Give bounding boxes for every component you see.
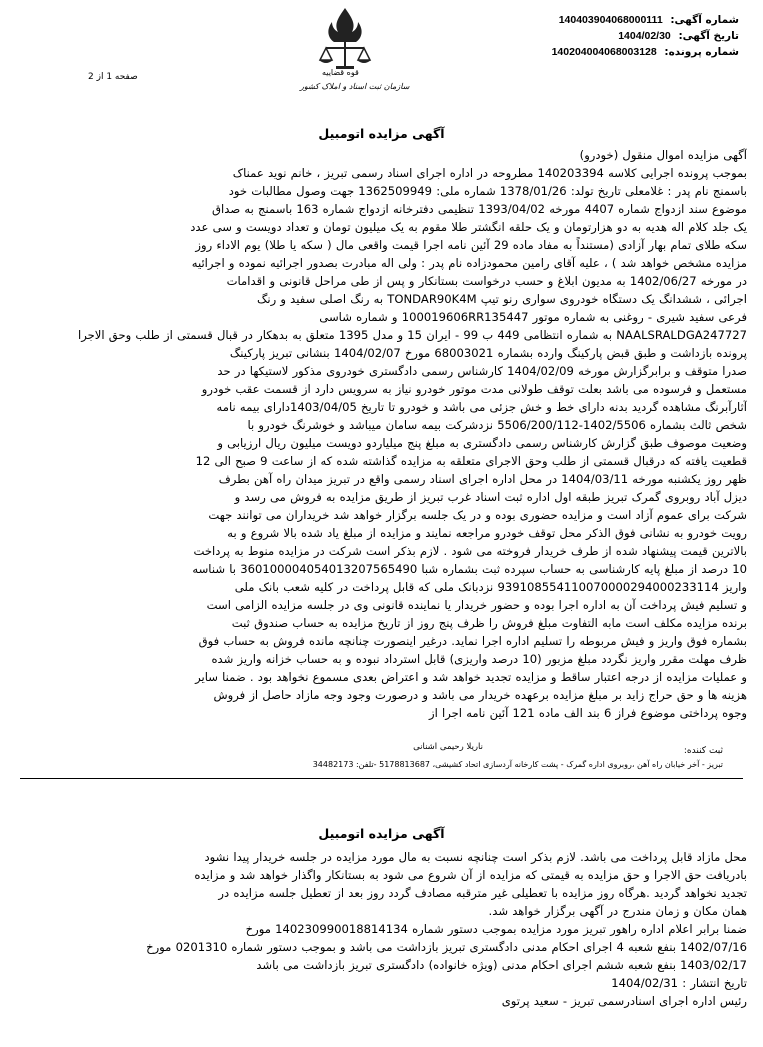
text-line: سکه طلای تمام بهار آزادی (مستنداً به مفاد ماده 29 آئین نامه اجرا قیمت واقعی مال ( سکه یا طلا) یوم الاداء روز (195, 238, 747, 252)
section2-title: آگهی مزایده اتومبیل (318, 826, 445, 841)
text-line: بشماره فوق واریز و فیش مربوطه را تسلیم اداره اجرا نماید. درغیر اینصورت چنانچه مانده فروش به حساب فوق (198, 634, 747, 648)
text-line: تاریخ انتشار : 1404/02/31 (611, 976, 747, 990)
section2-body (16, 848, 747, 1010)
text-line: موضوع سند ازدواج شماره 4407 مورخه 1393/04/02 تنظیمی دفترخانه ازدواج شماره 163 باسمنج به صداق (212, 202, 747, 216)
text-line: برنده مزایده مکلف است مابه التفاوت مبلغ فروش را ظرف پنج روز از تاریخ مزایده به حساب صندوق ثبت (231, 616, 747, 630)
text-line: هزینه ها و حق حراج زاید بر مبلغ مزایده برعهده خریدار می باشد و درصورت وجود وجه مازاد حاصل از فروش (213, 688, 747, 702)
text-line: 1402/07/16 بنفع شعبه 4 اجرای احکام مدنی دادگستری تبریز بازداشت می باشد و بموجب دستور شماره 0201310 مورخ (146, 940, 747, 954)
text-line: اجرائی ، ششدانگ یک دستگاه خودروی سواری رنو تیپ TONDAR90K4M به رنگ اصلی سفید و رنگ (256, 292, 747, 306)
ad-number: 140403904068000111 (558, 14, 663, 26)
text-line: دیزل آباد روبروی گمرک تبریز طبقه اول اداره ثبت اسناد غرب تبریز از طریق مزایده به فروش می رسد و (234, 490, 747, 504)
text-line: پرونده بازداشت و طبق قبض پارکینگ وارده بشماره 68003021 مورخ 1404/02/07 بنشانی تبریز پارکینگ (229, 346, 747, 360)
issuer-name: ناریلا رحیمی اشنانی (413, 742, 483, 752)
text-line: یک جلد کلام اله هدیه به دو هزارتومان و یک حلقه انگشتر طلا مقوم به یک میلیون تومان و تعداد دویست و سی عدد (190, 220, 747, 234)
text-line: ظرف مهلت مقرر واریز نگردد مبلغ مزبور (10 درصد واریزی) قابل استرداد نبوده و به حساب خزانه واریز شده (211, 652, 747, 666)
text-line: وجوه پرداختی موضوع فراز 6 بند الف ماده 121 آئین نامه اجرا از (429, 706, 747, 720)
text-line: NAALSRALDGA247727 به شماره انتظامی 449 ب 99 - ایران 15 و مدل 1395 متعلق به بدهکار در قبال قسمتی از طلب وحق الاجرا (77, 328, 747, 342)
text-line: وضعیت موصوف طبق گزارش کارشناس رسمی دادگستری به مبلغ پنج میلیاردو دویست میلیون ریال ارزیابی و (217, 436, 747, 450)
text-line: بادریافت حق الاجرا و حق مزایده به قیمتی که مزایده از آن شروع می شود به بستانکار واگذار خواهد شد و مزایده (194, 868, 747, 882)
header-meta (489, 12, 739, 60)
text-line: محل مازاد قابل پرداخت می باشد. لازم بذکر است چنانچه نسبت به مال مورد مزایده در جلسه خریدار پیدا نشود (204, 850, 747, 864)
text-line: شخص ثالث بشماره 1402/5506-5506/200/112 نزدشرکت بیمه سامان میباشد و خوشرنگ خودرو با (247, 418, 747, 432)
text-line: رئیس اداره اجرای اسنادرسمی تبریز - سعید پرتوی (501, 994, 747, 1008)
text-line: تجدید نخواهد گردید .هرگاه روز مزایده با تعطیلی غیر مترقبه مصادف گردد روز بعد از تعطیل جلسه مزایده در (218, 886, 747, 900)
text-line: 1403/02/17 بنفع شعبه ششم اجرای احکام مدنی (ویژه خانواده) دادگستری تبریز بازداشت می باشد (256, 958, 747, 972)
text-line: ضمنا برابر اعلام اداره راهور تبریز مورد مزایده بموجب دستور شماره 140230990018814134 مورخ (245, 922, 747, 936)
ad-number-row (489, 12, 739, 28)
text-line: در مورخه 1402/06/27 به مدیون ابلاغ و حسب درخواست بستانکار و پس از طی مراحل قانونی و اقدامات (226, 274, 747, 288)
text-line: و عملیات مزایده از درجه اعتبار ساقط و مزایده تجدید خواهد شد و اعتراض بعدی مسموع نخواهد بود . ضمنا سایر (195, 670, 747, 684)
file-number-label: شماره پرونده: (664, 46, 739, 58)
file-number: 140204004068003128 (551, 46, 657, 58)
text-line: آثارآبرنگ مشاهده گردید بدنه دارای خط و خش جزئی می باشد و خودرو تا تاریخ 1403/04/05دارای بیمه نامه (216, 400, 747, 414)
divider (20, 778, 743, 779)
section1-title: آگهی مزایده اتومبیل (318, 126, 445, 141)
file-number-row (489, 44, 739, 60)
text-line: واریز 939108554110070000294000233114 نزدبانک ملی که قابل پرداخت در کلیه شعب بانک ملی (234, 580, 747, 594)
section1-body (16, 146, 747, 722)
emblem-caption-2: سازمان ثبت اسناد و املاک کشور (300, 82, 410, 91)
emblem-caption-1: قوه قضاییه (322, 68, 359, 77)
ad-date-label: تاریخ آگهی: (678, 30, 739, 42)
text-line: بالاترین قیمت پیشنهاد شده از طرف خریدار فروخته می شود . لازم بذکر است شرکت در مزایده منوط به پرداخت (193, 544, 747, 558)
text-line: فرعی سفید شیری - روغنی به شماره موتور 100019606RR135447 و شماره شاسی (319, 310, 747, 324)
page-number: صفحه 1 از 2 (88, 72, 138, 82)
ad-date: 1404/02/30 (618, 30, 671, 42)
text-line: مستعمل و فرسوده می باشد بعلت توقف طولانی مدت موتور خودرو نیاز به سرویس دارد از قسمت عقب خودرو (201, 382, 747, 396)
text-line: مزایده مشخص خواهد شد ) ، علیه آقای رامین محمودزاده نام پدر : ولی اله مبادرت بصدور اجرائیه نموده و اجرائیه (191, 256, 747, 270)
text-line: 10 درصد از مبلغ پایه کارشناسی به حساب سپرده ثبت بشماره شبا 360100004054013207565490 با شناسه (192, 562, 747, 576)
text-line: ظهر روز یکشنبه مورخه 1404/03/11 در محل اداره اجرای اسناد رسمی واقع در تبریز میدان راه آهن بطرف (218, 472, 747, 486)
issuer-label: ثبت کننده: (683, 746, 723, 756)
text-line: صدرا متوقف و برابرگزارش مورخه 1404/02/09 کارشناس رسمی دادگستری خودروی مذکور لاستیکها در حد (217, 364, 747, 378)
text-line: همان مکان و زمان مندرج در آگهی برگزار خواهد شد. (488, 904, 747, 918)
text-line: قطعیت یافته که درقبال قسمتی از طلب وحق الاجرای متعلقه به مزایده گذاشته شده که از ساعت 9 صبح الی 12 (195, 454, 747, 468)
text-line: باسمنج نام پدر : غلامعلی تاریخ تولد: 1378/01/26 شماره ملی: 1362509949 جهت وصول مطالبات خود (228, 184, 747, 198)
text-line: و تسلیم فیش پرداخت آن به اداره اجرا بوده و حضور خریدار یا نماینده قانونی وی در جلسه مزایده الزامی است (206, 598, 747, 612)
text-line: آگهی مزایده اموال منقول (خودرو) (579, 148, 747, 162)
text-line: رویت خودرو به نشانی فوق الذکر محل توقف خودرو مراجعه نمایند و مزایده از مبلغ یاد شده بالا شروع و به (227, 526, 747, 540)
ad-date-row (489, 28, 739, 44)
issuer-address: تبریز - آخر خیابان راه آهن ،روبروی اداره گمرک - پشت کارخانه آردسازی اتحاد کشیشی، 5178813687 -تلفن: 34482173 (312, 760, 723, 769)
text-line: شرکت برای عموم آزاد است و مزایده حضوری بوده و در یک جلسه برگزار خواهد شد خریداران می توانند جهت (208, 508, 747, 522)
text-line: بموجب پرونده اجرایی کلاسه 140203394 مطروحه در اداره اجرای اسناد رسمی تبریز ، خانم نوید عمناک (232, 166, 747, 180)
ad-number-label: شماره آگهی: (670, 14, 739, 26)
